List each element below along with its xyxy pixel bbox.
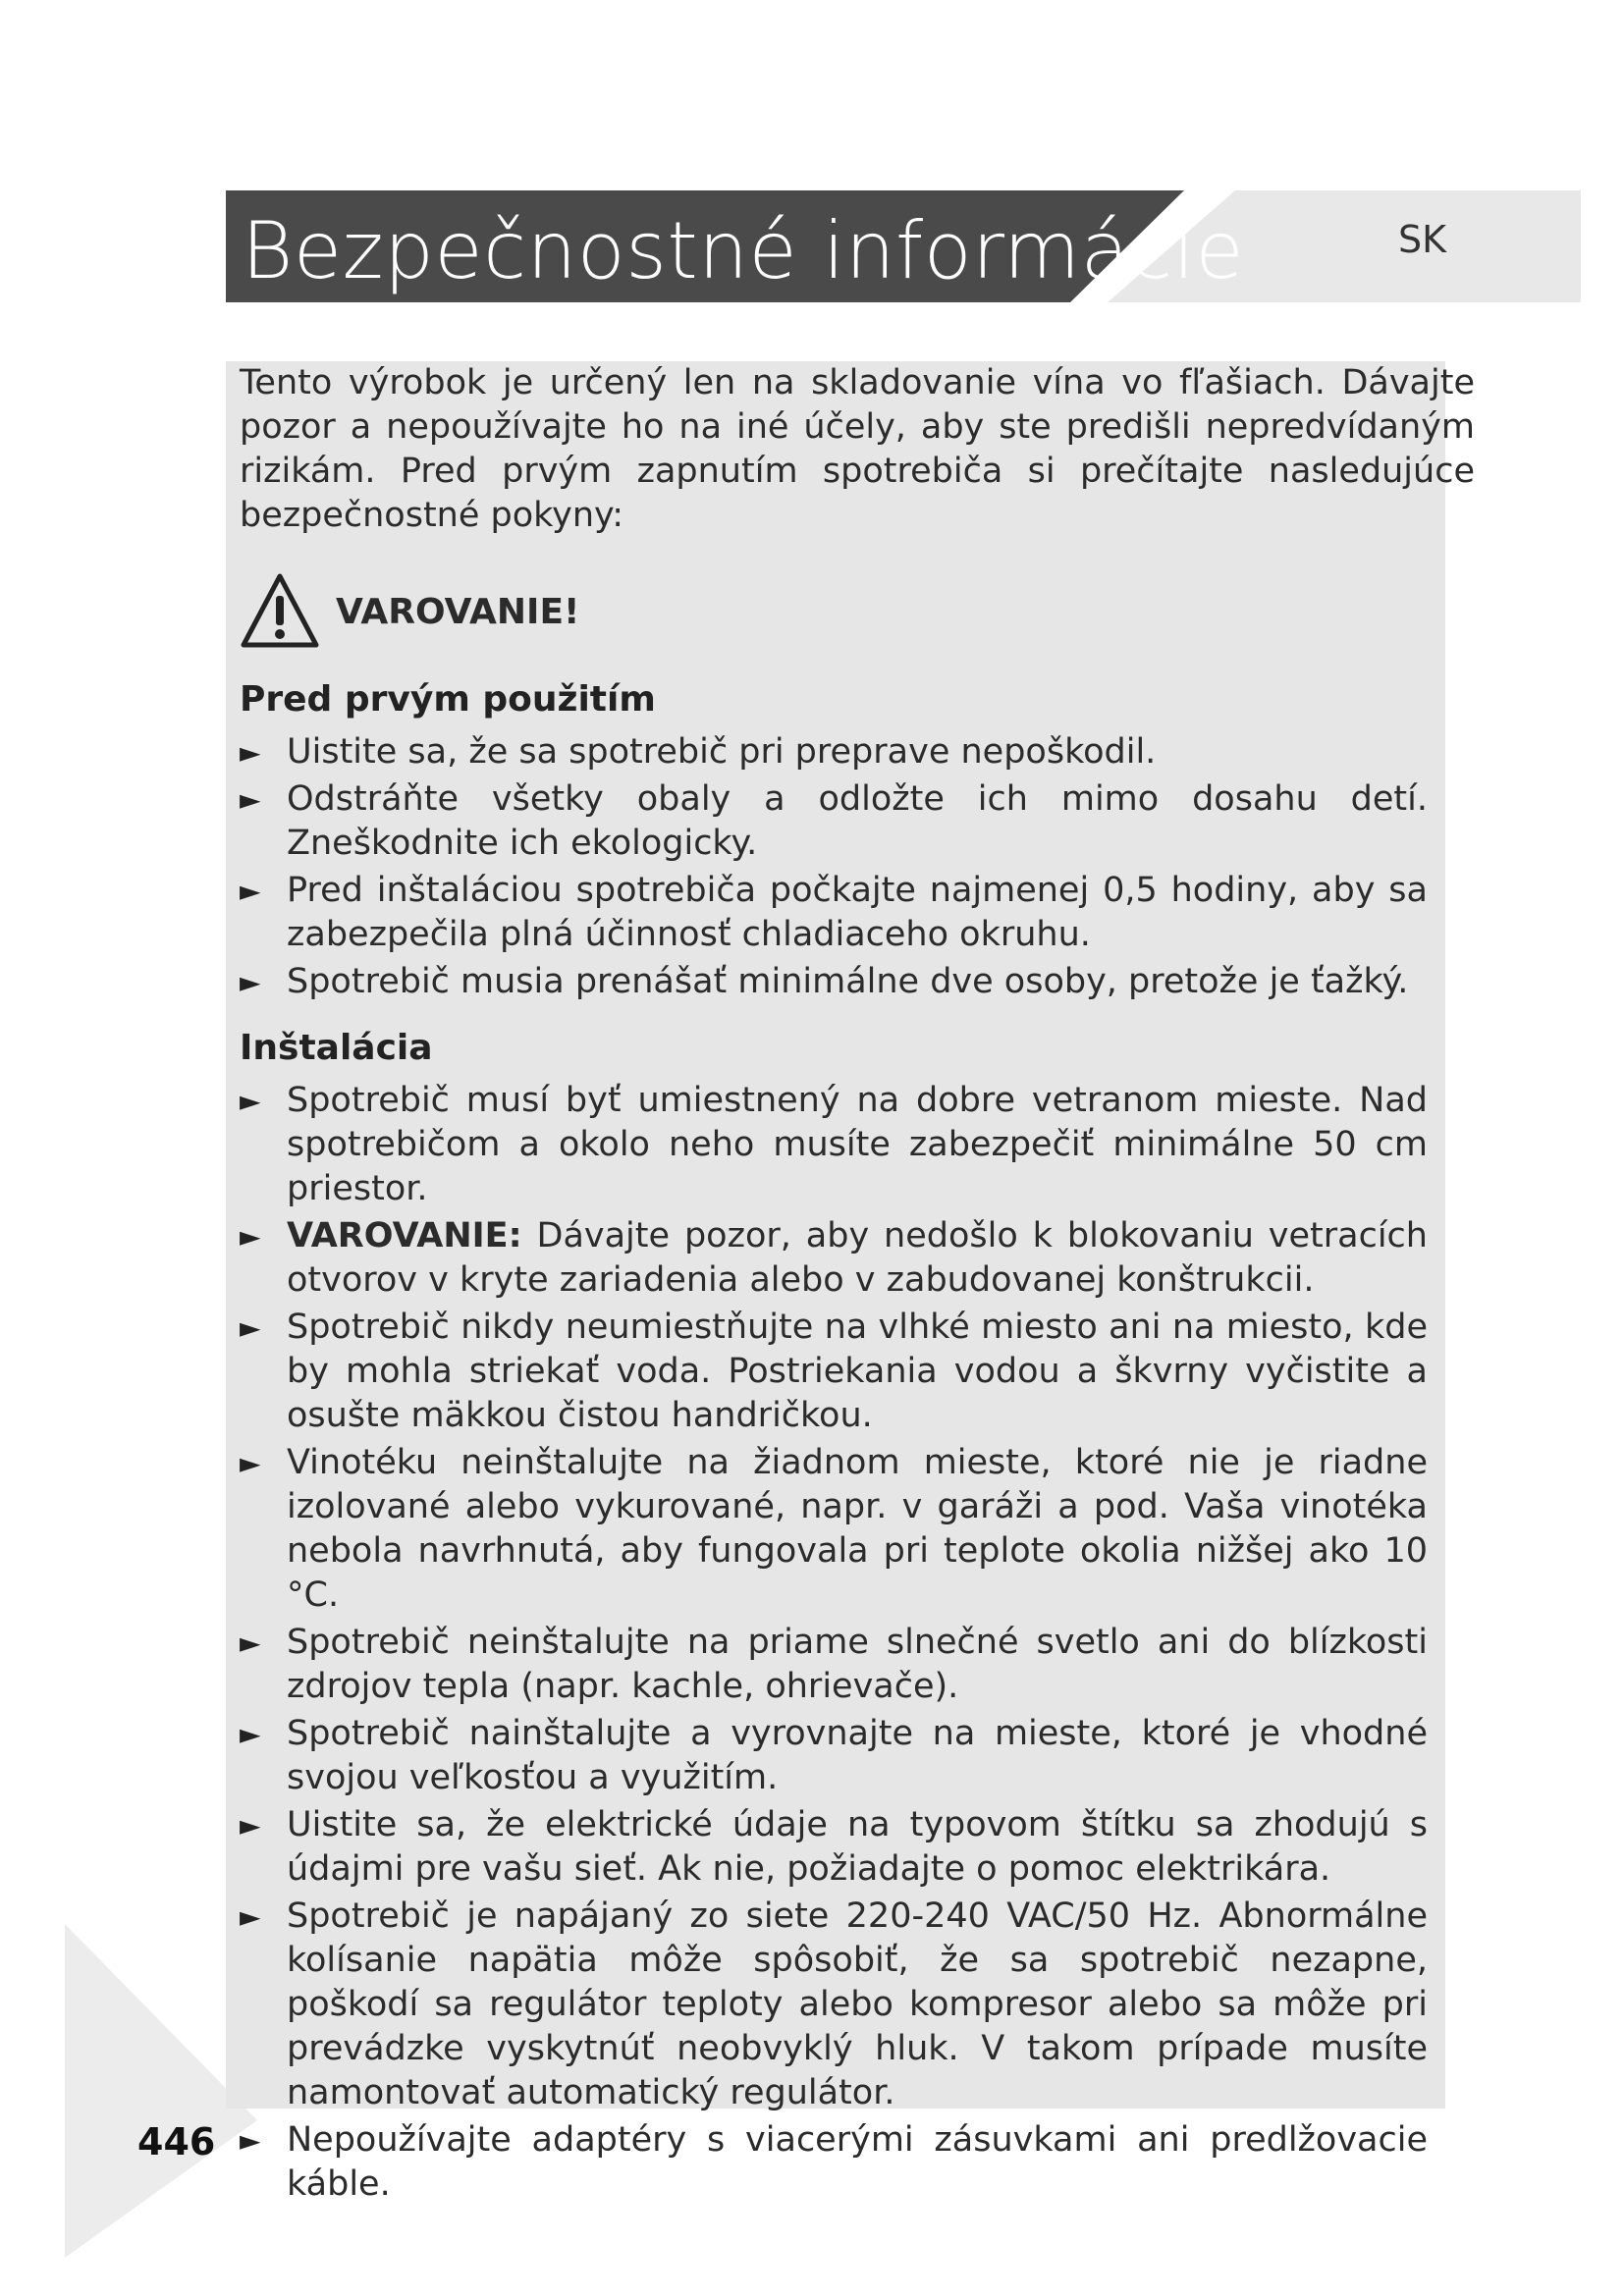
bullet-item [240,1306,1428,1438]
bullet-arrow-icon: ► [240,736,261,769]
bullet-arrow-icon: ► [240,1718,261,1750]
bullet-item [240,1712,1428,1800]
warning-label: VAROVANIE! [336,591,580,632]
bullet-text: Pred inštaláciou spotrebiča počkajte najmenej 0,5 hodiny, aby sa zabezpečila plná účinnosť chladiaceho okruhu. [287,871,1428,954]
bullet-strong-label: VAROVANIE: [287,1216,522,1255]
bullet-text: Spotrebič musí byť umiestnený na dobre vetranom mieste. Nad spotrebičom a okolo neho musíte zabezpečiť minimálne 50 cm priestor. [287,1081,1428,1208]
bullet-text: Spotrebič nikdy neumiestňujte na vlhké miesto ani na miesto, kde by mohla striekať voda. Postriekania vodou a škvrny vyčistite a osušte mäkkou čistou handričkou. [287,1308,1428,1435]
bullet-arrow-icon: ► [240,875,261,907]
bullet-text: Spotrebič neinštalujte na priame slnečné svetlo ani do blízkosti zdrojov tepla (napr. kachle, ohrievače). [287,1623,1428,1706]
bullet-list [240,730,1428,1004]
content-inner [240,361,1475,2210]
warning-triangle-icon [240,572,320,651]
bullet-arrow-icon: ► [240,1447,261,1479]
page-title: Bezpečnostné informácie [242,205,1245,296]
bullet-arrow-icon: ► [240,1311,261,1344]
bullet-item [240,869,1428,957]
bullet-text: Spotrebič nainštalujte a vyrovnajte na mieste, ktoré je vhodné svojou veľkosťou a využitím. [287,1714,1428,1797]
bullet-text: Uistite sa, že elektrické údaje na typovom štítku sa zhodujú s údajmi pre vašu sieť. Ak nie, požiadajte o pomoc elektrikára. [287,1805,1428,1889]
bullet-arrow-icon: ► [240,1809,261,1842]
section-heading: Pred prvým použitím [240,679,656,720]
bullet-arrow-icon: ► [240,1085,261,1117]
bullet-item [240,1214,1428,1303]
language-code: SK [1398,218,1447,261]
bullet-item [240,1803,1428,1892]
content-panel [226,361,1475,2204]
bullet-text: Spotrebič je napájaný zo siete 220-240 VAC/50 Hz. Abnormálne kolísanie napätia môže spôsobiť, že sa spotrebič nezapne, poškodí sa regulátor teploty alebo kompresor alebo sa môže pri prevádzke vyskytnúť neobvyklý hluk. V takom prípade musíte namontovať automatický regulátor. [287,1896,1428,2112]
bullet-item [240,1621,1428,1709]
bullet-arrow-icon: ► [240,1220,261,1253]
bullet-text: Vinotéku neinštalujte na žiadnom mieste, ktoré nie je riadne izolované alebo vykurované, napr. v garáži a pod. Vaša vinotéka nebola navrhnutá, aby fungovala pri teplote okolia nižšej ako 10 °C. [287,1443,1428,1615]
bullet-arrow-icon: ► [240,966,261,998]
bullet-text: Dávajte pozor, aby nedošlo k blokovaniu vetracích otvorov v kryte zariadenia alebo v zabudovanej konštrukcii. [287,1216,1428,1300]
bullet-list [240,1079,1428,2207]
intro-paragraph: Tento výrobok je určený len na skladovanie vína vo fľašiach. Dávajte pozor a nepoužívajte ho na iné účely, aby ste predišli nepredvídaným rizikám. Pred prvým zapnutím spotrebiča si prečítajte nasledujúce bezpečnostné pokyny: [240,363,1475,535]
bullet-arrow-icon: ► [240,2124,261,2157]
bullet-item [240,730,1428,774]
sections [240,675,1475,2207]
bullet-item [240,2118,1428,2207]
bullet-text: Spotrebič musia prenášať minimálne dve osoby, pretože je ťažký. [287,962,1409,1001]
bullet-text: Uistite sa, že sa spotrebič pri preprave nepoškodil. [287,732,1157,772]
warning-row [240,567,1475,656]
bullet-arrow-icon: ► [240,1627,261,1659]
bullet-arrow-icon: ► [240,783,261,816]
bullet-item [240,777,1428,866]
bullet-arrow-icon: ► [240,1900,261,1933]
bullet-item [240,960,1428,1004]
bullet-text: Odstráňte všetky obaly a odložte ich mimo dosahu detí. Zneškodnite ich ekologicky. [287,779,1428,863]
section-heading: Inštalácia [240,1028,433,1068]
bullet-text: Nepoužívajte adaptéry s viacerými zásuvkami ani predlžovacie káble. [287,2120,1428,2204]
bullet-item [240,1895,1428,2115]
bullet-item [240,1079,1428,1211]
page-number: 446 [137,2120,216,2163]
bullet-item [240,1441,1428,1618]
